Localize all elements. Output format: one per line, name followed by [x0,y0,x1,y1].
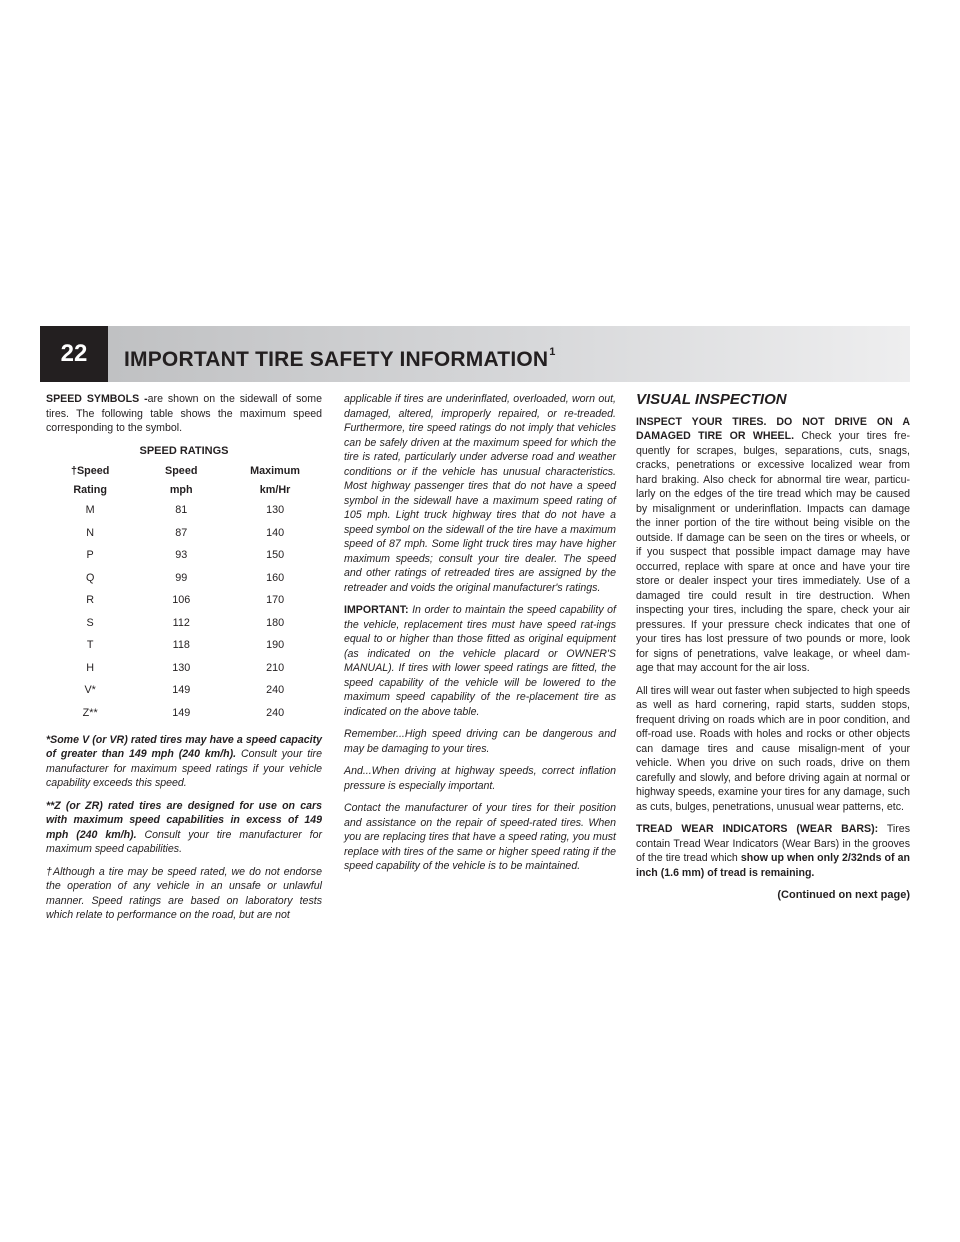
table-cell: 140 [266,526,285,539]
tread-wear-paragraph [636,822,910,880]
column-middle [344,392,616,882]
table-cell: S [86,616,94,629]
table-row [46,567,322,590]
table-cell: 118 [172,639,190,652]
table-cell: 106 [172,594,191,607]
table-row [46,612,322,635]
table-cell: N [86,526,95,539]
page-title [124,326,556,382]
table-cell: 87 [175,526,188,539]
table-cell: 150 [266,549,285,562]
tread-wear-bold: show up when only 2/32nds of an inch (1.6 mm) of tread is remaining. [636,852,910,879]
inspect-lead: INSPECT YOUR TIRES. DO NOT DRIVE ON A DAMAGED TIRE OR WHEEL. [636,415,910,442]
tread-wear-lead: TREAD WEAR INDICATORS (WEAR BARS): [636,823,879,835]
note-v-rated [46,733,322,791]
remember-paragraph: Remember...High speed driving can be dangerous and may be damaging to your tires. [344,728,616,755]
table-cell: T [86,639,94,652]
table-header-cell: Maximum [250,464,300,477]
table-cell: 93 [175,549,188,562]
tread-wear-text: Tires contain Tread Wear Indicators (Wear Bars) in the grooves of the tire tread which [636,823,910,864]
table-row [46,522,322,545]
table-cell: 149 [172,706,191,719]
title-footnote-mark: 1 [549,346,556,358]
table-cell: P [86,549,94,562]
table-header-row [46,462,322,481]
table-row [46,657,322,680]
table-cell: H [86,661,95,674]
note-z-rated-bold: **Z (or ZR) rated tires are designed for use on cars with maximum speed capabilities in excess of 149 mph (240 km/h). [46,799,322,841]
inspect-text: Check your tires fre-quently for scrapes, bulges, separations, cuts, snags, cracks, penetrations or excessive localized wear from hard braking. Also check for abnormal tire wear, particu-larly on the edges of the tire tread which may be caused by misalignment or underinflation. Impacts can damage the inner portion of the tire without being visible on the outside. If damage can be seen on the tires or wheels, or if you suspect that possible impact damage may have occurred, replace with spare at once and have your tire store or dealer inspect your tires immediately. Use of a damaged tire could result in tire destruction. When inspecting your tires, including the spare, check your air pressures. If your pressure check indicates that one of your tires has lost pressure of two pounds or more, look for signs of penetrations, valve leakage, or wheel dam-age that may account for the air loss. [636,430,910,674]
table-cell: Q [85,571,95,584]
table-cell: 180 [266,616,285,629]
column-right [636,392,910,903]
table-header-cell: Rating [73,483,107,496]
table-title: SPEED RATINGS [139,444,229,457]
table-cell: R [86,594,95,607]
table-cell: V* [84,684,96,697]
important-text: In order to maintain the speed capability of the vehicle, replacement tires must have speed rat-ings equal to or higher than those fitted as original equipment (as indicated on the vehicle placard or OWNER'S MANUAL). If tires with lower speed ratings are fitted, the speed capability of the vehicle will be lowered to the maximum speed capability of the re-placement tire as indicated on the above table. [344,604,616,718]
continued-note: (Continued on next page) [777,889,910,901]
intro-paragraph [46,392,322,436]
table-row [46,635,322,658]
speed-rating-paragraph: applicable if tires are underinflated, overloaded, worn out, damaged, altered, improperly repaired, or re-treaded. Furthermore, tire speed ratings do not imply that vehicles can be safely driven at the maximum speed for which the tire is rated, particularly under adverse road and weather conditions or if the vehicle has unusual characteristics. Most highway passenger tires that do not have a speed symbol in the sidewall have a maximum speed rating of 105 mph. Light truck highway tires that do not have a speed symbol on the sidewall of the tire have a maximum speed of 87 mph. Some light truck tires may have higher maximum speeds; consult your tire dealer. The speed and other ratings of retreaded tires are assigned by the retreader and voids the original manufacturer's ratings. [344,393,616,594]
table-cell: 210 [266,661,285,674]
table-cell: 81 [175,504,188,517]
note-dagger: †Although a tire may be speed rated, we do not endorse the operation of any vehicle in an unsafe or unlawful manner. Speed ratings are based on laboratory tests which relate to performance on the road, but are not [46,865,322,922]
table-cell: 160 [266,571,285,584]
page-header [40,326,910,382]
table-header-cell: Speed [165,464,198,477]
inspect-paragraph [636,415,910,676]
intro-lead: SPEED SYMBOLS - [46,393,148,405]
contact-paragraph: Contact the manufacturer of your tires for their position and assistance on the repair of speed-rated tires. When you are replacing tires that have a speed rating, you must replace with tires of the same or higher speed rating if the speed capability of the vehicle is to be maintained. [344,802,616,872]
intro-text: are shown on the sidewall of some tires. The following table shows the maximum speed corresponding to the symbol. [46,393,322,434]
table-cell: 149 [172,684,191,697]
table-cell: 170 [266,594,285,607]
important-paragraph [344,603,616,719]
section-heading: VISUAL INSPECTION [636,391,787,408]
table-cell: Z** [82,706,98,719]
important-label: IMPORTANT: [344,604,409,616]
table-header-cell: †Speed [70,464,110,477]
table-cell: 130 [266,504,285,517]
column-left [46,392,322,931]
page-title-text: IMPORTANT TIRE SAFETY INFORMATION [124,348,549,371]
table-cell: 240 [266,706,285,719]
note-v-rated-bold: *Some V (or VR) rated tires may have a speed capacity of greater than 149 mph (240 km/h). [46,733,322,761]
table-cell: 130 [172,661,191,674]
table-row [46,702,322,725]
table-cell: 190 [266,639,285,652]
table-header-cell: km/Hr [259,483,291,496]
wear-paragraph: All tires will wear out faster when subjected to high speeds as well as hard cornering, rapid starts, sudden stops, frequent driving on roads which are in poor condition, and off-road use. Roads with holes and rocks or other objects can damage tires and cause misalign-ment of your vehicle. When you drive on such roads, drive on them carefully and slowly, and before driving again at normal or highway speeds, examine your tires for any damage, such as cuts, bulges, penetrations, unusual wear patterns, etc. [636,684,910,813]
note-v-rated-text: Consult your tire manufacturer for maximum speed ratings if your vehicle capability exceeds this speed. [46,748,322,790]
table-cell: 99 [175,571,188,584]
table-row [46,545,322,568]
table-header-cell: mph [169,483,193,496]
table-row [46,680,322,703]
table-cell: 112 [172,616,190,629]
table-cell: 240 [266,684,285,697]
note-z-rated [46,799,322,857]
table-row [46,500,322,523]
page-number: 22 [40,326,108,382]
note-z-rated-text: Consult your tire manufacturer for maximum speed capabilities. [46,828,322,856]
highway-paragraph: And...When driving at highway speeds, correct inflation pressure is especially important. [344,765,616,792]
table-row [46,590,322,613]
table-cell: M [85,504,95,517]
speed-ratings-table [46,462,322,725]
table-header-row [46,481,322,500]
